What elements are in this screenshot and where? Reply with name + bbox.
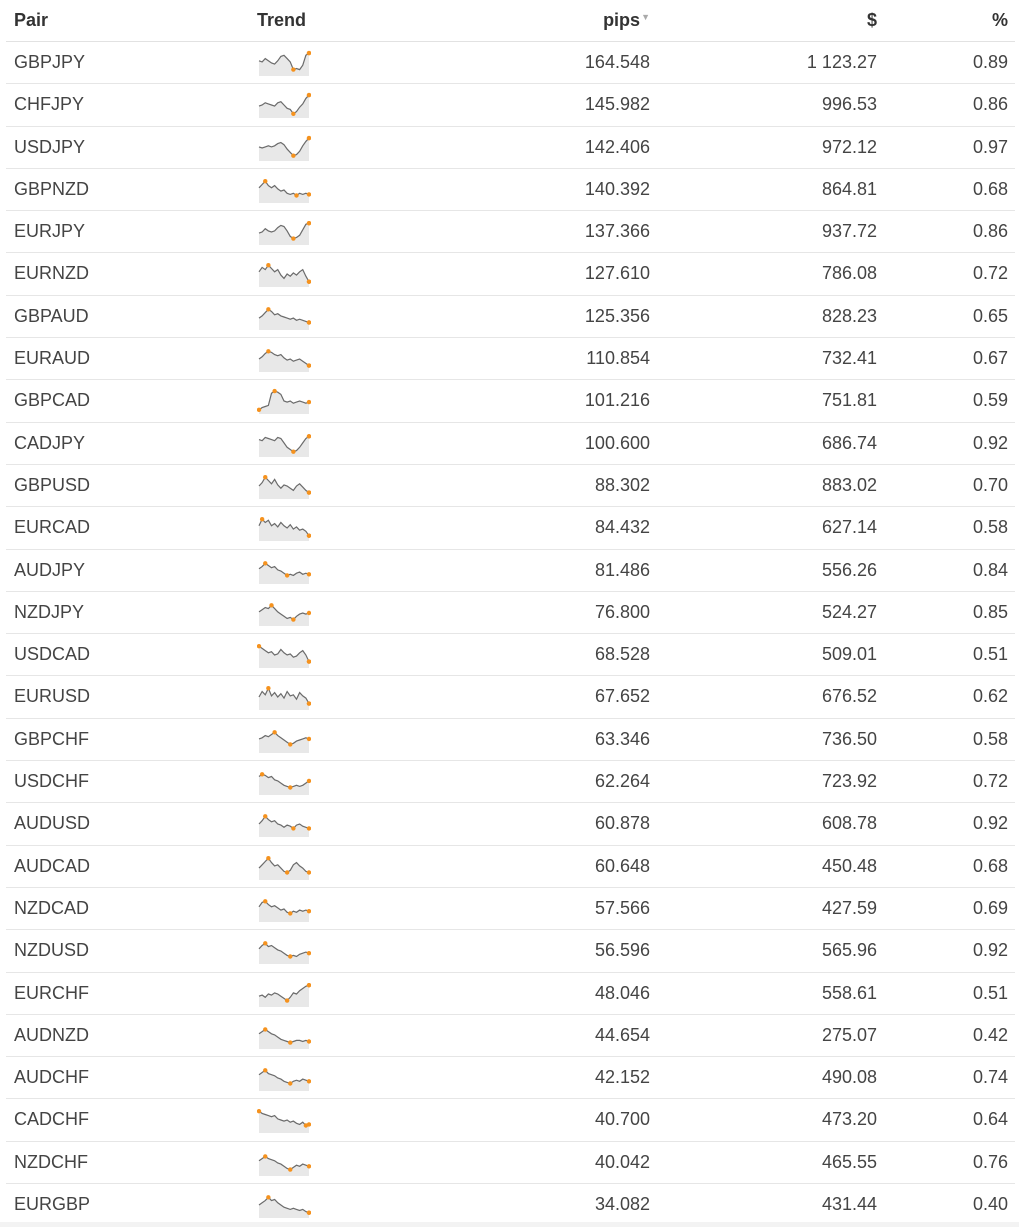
usd-cell: 786.08 bbox=[821, 263, 877, 284]
trend-sparkline bbox=[257, 854, 311, 880]
table-row[interactable] bbox=[6, 761, 1015, 803]
trend-sparkline bbox=[257, 261, 311, 287]
usd-cell: 450.48 bbox=[821, 855, 877, 876]
trend-sparkline bbox=[257, 727, 311, 753]
table-bottom-border bbox=[0, 1222, 1019, 1227]
column-header-usd[interactable]: $ bbox=[866, 10, 877, 30]
pair-cell: EURNZD bbox=[14, 263, 89, 284]
sparkline-marker bbox=[272, 730, 276, 734]
sparkline-marker bbox=[307, 363, 311, 367]
table-row[interactable] bbox=[6, 338, 1015, 380]
sparkline-marker bbox=[288, 742, 292, 746]
sparkline-svg bbox=[257, 1065, 311, 1091]
sparkline-marker bbox=[307, 51, 311, 55]
column-header-pips-label[interactable]: pips bbox=[603, 10, 641, 30]
table-row[interactable] bbox=[6, 1142, 1015, 1184]
sparkline-marker bbox=[307, 490, 311, 494]
sparkline-marker bbox=[263, 1068, 267, 1072]
trend-sparkline bbox=[257, 346, 311, 372]
trend-sparkline bbox=[257, 600, 311, 626]
sparkline-svg bbox=[257, 304, 311, 330]
usd-cell: 473.20 bbox=[821, 1109, 877, 1130]
pips-cell: 140.392 bbox=[584, 178, 650, 199]
table-row[interactable] bbox=[6, 423, 1015, 465]
usd-cell: 524.27 bbox=[821, 601, 877, 622]
trend-sparkline bbox=[257, 684, 311, 710]
pips-cell: 42.152 bbox=[594, 1067, 650, 1088]
table-row[interactable] bbox=[6, 719, 1015, 761]
usd-cell: 828.23 bbox=[821, 305, 877, 326]
pips-cell: 34.082 bbox=[594, 1194, 650, 1215]
percent-cell: 0.68 bbox=[972, 178, 1008, 199]
pips-cell: 110.854 bbox=[586, 348, 650, 369]
sparkline-svg bbox=[257, 811, 311, 837]
sparkline-area bbox=[259, 436, 309, 457]
sparkline-marker bbox=[307, 870, 311, 874]
sparkline-svg bbox=[257, 177, 311, 203]
pips-cell: 101.216 bbox=[584, 390, 650, 411]
percent-cell: 0.64 bbox=[972, 1109, 1008, 1130]
sparkline-marker bbox=[307, 951, 311, 955]
usd-cell: 883.02 bbox=[821, 474, 877, 495]
pair-cell: GBPJPY bbox=[14, 52, 86, 72]
sparkline-marker bbox=[291, 449, 295, 453]
sparkline-marker bbox=[307, 1123, 311, 1127]
percent-cell: 0.89 bbox=[972, 52, 1008, 72]
sparkline-marker bbox=[307, 611, 311, 615]
trend-sparkline bbox=[257, 1065, 311, 1091]
sparkline-svg bbox=[257, 854, 311, 880]
sparkline-svg bbox=[257, 600, 311, 626]
column-header-pips[interactable] bbox=[603, 10, 650, 31]
percent-cell: 0.72 bbox=[972, 771, 1008, 792]
pips-cell: 60.878 bbox=[594, 813, 650, 834]
usd-cell: 996.53 bbox=[821, 94, 877, 115]
pair-cell: GBPAUD bbox=[14, 305, 89, 326]
percent-cell: 0.70 bbox=[972, 474, 1008, 495]
sparkline-marker bbox=[307, 1211, 311, 1215]
usd-cell: 556.26 bbox=[821, 559, 877, 580]
sparkline-area bbox=[259, 901, 309, 922]
usd-cell: 565.96 bbox=[821, 940, 877, 961]
trend-sparkline bbox=[257, 431, 311, 457]
pips-cell: 127.610 bbox=[584, 263, 650, 284]
table-row[interactable] bbox=[6, 84, 1015, 126]
sparkline-marker bbox=[263, 1154, 267, 1158]
sparkline-marker bbox=[260, 517, 264, 521]
sparkline-marker bbox=[307, 660, 311, 664]
sparkline-marker bbox=[288, 1167, 292, 1171]
pair-cell: AUDJPY bbox=[14, 559, 86, 580]
sparkline-marker bbox=[288, 1040, 292, 1044]
pips-cell: 68.528 bbox=[594, 644, 650, 665]
pair-cell: EURGBP bbox=[14, 1194, 91, 1215]
pair-cell: GBPCHF bbox=[14, 728, 90, 749]
table-row[interactable] bbox=[6, 211, 1015, 253]
usd-cell: 937.72 bbox=[821, 221, 877, 242]
sparkline-svg bbox=[257, 135, 311, 161]
sparkline-svg bbox=[257, 642, 311, 668]
trend-sparkline bbox=[257, 769, 311, 795]
table-row[interactable] bbox=[6, 1057, 1015, 1099]
sparkline-marker bbox=[291, 237, 295, 241]
sparkline-marker bbox=[307, 1164, 311, 1168]
sparkline-marker bbox=[307, 702, 311, 706]
trend-sparkline bbox=[257, 92, 311, 118]
trend-sparkline bbox=[257, 642, 311, 668]
sparkline-svg bbox=[257, 473, 311, 499]
table-row[interactable] bbox=[6, 634, 1015, 676]
usd-cell: 723.92 bbox=[821, 771, 877, 792]
pair-cell: AUDUSD bbox=[14, 813, 91, 834]
sparkline-svg bbox=[257, 92, 311, 118]
sparkline-marker bbox=[266, 349, 270, 353]
pips-cell: 81.486 bbox=[594, 559, 650, 580]
usd-cell: 275.07 bbox=[821, 1024, 877, 1045]
usd-cell: 736.50 bbox=[821, 728, 877, 749]
sparkline-marker bbox=[260, 772, 264, 776]
percent-cell: 0.67 bbox=[972, 348, 1008, 369]
sparkline-marker bbox=[307, 827, 311, 831]
table-row[interactable] bbox=[6, 465, 1015, 507]
table-row[interactable] bbox=[6, 127, 1015, 169]
percent-cell: 0.85 bbox=[972, 601, 1008, 622]
sort-descending-icon: ▼ bbox=[641, 12, 650, 22]
sparkline-svg bbox=[257, 684, 311, 710]
percent-cell: 0.97 bbox=[972, 136, 1008, 157]
sparkline-marker bbox=[263, 899, 267, 903]
sparkline-area bbox=[259, 858, 309, 880]
sparkline-marker bbox=[266, 1195, 270, 1199]
pips-cell: 62.264 bbox=[594, 771, 650, 792]
sparkline-svg bbox=[257, 515, 311, 541]
sparkline-area bbox=[259, 181, 309, 203]
pair-cell: CHFJPY bbox=[14, 94, 85, 115]
percent-cell: 0.40 bbox=[972, 1194, 1008, 1215]
sparkline-svg bbox=[257, 896, 311, 922]
sparkline-marker bbox=[288, 1081, 292, 1085]
sparkline-marker bbox=[288, 911, 292, 915]
table-row[interactable] bbox=[6, 930, 1015, 972]
pips-cell: 57.566 bbox=[594, 897, 650, 918]
sparkline-svg bbox=[257, 346, 311, 372]
table-row[interactable] bbox=[6, 296, 1015, 338]
sparkline-marker bbox=[263, 179, 267, 183]
percent-cell: 0.92 bbox=[972, 432, 1008, 453]
sparkline-area bbox=[259, 351, 309, 372]
trend-sparkline bbox=[257, 473, 311, 499]
pair-cell: NZDCAD bbox=[14, 897, 89, 918]
sparkline-svg bbox=[257, 938, 311, 964]
percent-cell: 0.65 bbox=[972, 305, 1008, 326]
pair-cell: GBPCAD bbox=[14, 390, 91, 411]
sparkline-marker bbox=[307, 135, 311, 139]
sparkline-svg bbox=[257, 431, 311, 457]
usd-cell: 558.61 bbox=[821, 982, 877, 1003]
pair-cell: EURCAD bbox=[14, 517, 91, 538]
pair-cell: GBPUSD bbox=[14, 474, 91, 495]
percent-cell: 0.58 bbox=[972, 728, 1008, 749]
pair-cell: EURAUD bbox=[14, 348, 91, 369]
sparkline-marker bbox=[288, 955, 292, 959]
column-header-pair[interactable]: Pair bbox=[14, 10, 49, 30]
sparkline-marker bbox=[266, 686, 270, 690]
pips-cell: 125.356 bbox=[584, 305, 650, 326]
table-row[interactable] bbox=[6, 42, 1015, 84]
sparkline-svg bbox=[257, 219, 311, 245]
pips-cell: 60.648 bbox=[594, 855, 650, 876]
table-row[interactable] bbox=[6, 888, 1015, 930]
pair-cell: NZDCHF bbox=[14, 1151, 88, 1172]
sparkline-marker bbox=[307, 983, 311, 987]
percent-cell: 0.86 bbox=[972, 94, 1008, 115]
sparkline-marker bbox=[257, 408, 261, 412]
sparkline-marker bbox=[307, 909, 311, 913]
sparkline-marker bbox=[307, 1039, 311, 1043]
table-row[interactable] bbox=[6, 803, 1015, 845]
table-body bbox=[6, 42, 1015, 1226]
trend-sparkline bbox=[257, 388, 311, 414]
percent-cell: 0.92 bbox=[972, 813, 1008, 834]
sparkline-marker bbox=[307, 534, 311, 538]
trend-sparkline bbox=[257, 1150, 311, 1176]
percent-cell: 0.84 bbox=[972, 559, 1008, 580]
pair-cell: GBPNZD bbox=[14, 178, 90, 199]
sparkline-marker bbox=[307, 736, 311, 740]
sparkline-marker bbox=[307, 320, 311, 324]
usd-cell: 427.59 bbox=[821, 897, 877, 918]
pair-cell: USDCAD bbox=[14, 644, 91, 665]
trend-sparkline bbox=[257, 981, 311, 1007]
sparkline-marker bbox=[307, 434, 311, 438]
trend-sparkline bbox=[257, 50, 311, 76]
sparkline-area bbox=[259, 53, 309, 76]
sparkline-svg bbox=[257, 558, 311, 584]
pair-cell: NZDUSD bbox=[14, 940, 89, 961]
trend-sparkline bbox=[257, 1192, 311, 1218]
trend-sparkline bbox=[257, 177, 311, 203]
usd-cell: 490.08 bbox=[821, 1067, 877, 1088]
sparkline-marker bbox=[307, 280, 311, 284]
percent-cell: 0.92 bbox=[972, 940, 1008, 961]
usd-cell: 732.41 bbox=[821, 348, 877, 369]
sparkline-marker bbox=[257, 1109, 261, 1113]
pair-cell: NZDJPY bbox=[14, 601, 85, 622]
usd-cell: 864.81 bbox=[821, 178, 877, 199]
table-row[interactable] bbox=[6, 169, 1015, 211]
percent-cell: 0.69 bbox=[972, 897, 1008, 918]
pips-cell: 40.042 bbox=[594, 1151, 650, 1172]
sparkline-marker bbox=[285, 573, 289, 577]
sparkline-svg bbox=[257, 50, 311, 76]
percent-cell: 0.59 bbox=[972, 390, 1008, 411]
sparkline-marker bbox=[285, 998, 289, 1002]
sparkline-marker bbox=[307, 1079, 311, 1083]
table-row[interactable] bbox=[6, 973, 1015, 1015]
sparkline-svg bbox=[257, 981, 311, 1007]
trend-sparkline bbox=[257, 135, 311, 161]
sparkline-marker bbox=[291, 67, 295, 71]
trend-sparkline bbox=[257, 558, 311, 584]
pips-cell: 56.596 bbox=[594, 940, 650, 961]
percent-cell: 0.58 bbox=[972, 517, 1008, 538]
sparkline-marker bbox=[272, 389, 276, 393]
usd-cell: 431.44 bbox=[821, 1194, 877, 1215]
trend-sparkline bbox=[257, 1023, 311, 1049]
pair-cell: USDCHF bbox=[14, 771, 89, 792]
sparkline-marker bbox=[257, 644, 261, 648]
sparkline-marker bbox=[263, 941, 267, 945]
sparkline-area bbox=[259, 477, 309, 499]
table-row[interactable] bbox=[6, 1015, 1015, 1057]
sparkline-marker bbox=[307, 572, 311, 576]
usd-cell: 465.55 bbox=[821, 1151, 877, 1172]
usd-cell: 1 123.27 bbox=[806, 52, 877, 72]
sparkline-svg bbox=[257, 727, 311, 753]
sparkline-svg bbox=[257, 1192, 311, 1218]
sparkline-marker bbox=[263, 1027, 267, 1031]
pips-cell: 48.046 bbox=[594, 982, 650, 1003]
sparkline-area bbox=[259, 138, 309, 161]
sparkline-marker bbox=[269, 603, 273, 607]
trend-sparkline bbox=[257, 811, 311, 837]
usd-cell: 751.81 bbox=[821, 390, 877, 411]
usd-cell: 676.52 bbox=[821, 686, 877, 707]
trend-sparkline bbox=[257, 304, 311, 330]
pips-cell: 145.982 bbox=[584, 94, 650, 115]
table-row[interactable] bbox=[6, 592, 1015, 634]
sparkline-marker bbox=[291, 112, 295, 116]
pips-cell: 164.548 bbox=[584, 52, 650, 72]
sparkline-marker bbox=[291, 827, 295, 831]
usd-cell: 686.74 bbox=[821, 432, 877, 453]
sparkline-svg bbox=[257, 261, 311, 287]
column-header-trend[interactable]: Trend bbox=[257, 10, 307, 30]
usd-cell: 972.12 bbox=[821, 136, 877, 157]
pair-cell: USDJPY bbox=[14, 136, 86, 157]
usd-cell: 627.14 bbox=[821, 517, 877, 538]
table-row[interactable] bbox=[6, 676, 1015, 718]
sparkline-svg bbox=[257, 769, 311, 795]
percent-cell: 0.51 bbox=[972, 644, 1008, 665]
trend-sparkline bbox=[257, 896, 311, 922]
sparkline-marker bbox=[291, 153, 295, 157]
sparkline-marker bbox=[266, 856, 270, 860]
table-row[interactable] bbox=[6, 380, 1015, 422]
sparkline-marker bbox=[294, 193, 298, 197]
pair-cell: EURJPY bbox=[14, 221, 86, 242]
sparkline-marker bbox=[307, 93, 311, 97]
sparkline-area bbox=[259, 391, 309, 414]
pair-cell: AUDNZD bbox=[14, 1024, 89, 1045]
sparkline-svg bbox=[257, 1107, 311, 1133]
sparkline-area bbox=[259, 95, 309, 118]
sparkline-marker bbox=[263, 814, 267, 818]
pips-cell: 100.600 bbox=[584, 432, 650, 453]
sparkline-marker bbox=[307, 192, 311, 196]
sparkline-marker bbox=[285, 870, 289, 874]
sparkline-marker bbox=[263, 561, 267, 565]
sparkline-marker bbox=[288, 785, 292, 789]
table-header bbox=[6, 0, 1015, 42]
table-row[interactable] bbox=[6, 253, 1015, 295]
usd-cell: 608.78 bbox=[821, 813, 877, 834]
pair-cell: CADJPY bbox=[14, 432, 86, 453]
sparkline-marker bbox=[291, 617, 295, 621]
percent-cell: 0.86 bbox=[972, 221, 1008, 242]
pips-cell: 40.700 bbox=[594, 1109, 650, 1130]
pips-cell: 67.652 bbox=[594, 686, 650, 707]
percent-cell: 0.74 bbox=[972, 1067, 1008, 1088]
sparkline-svg bbox=[257, 1023, 311, 1049]
trend-sparkline bbox=[257, 938, 311, 964]
sparkline-marker bbox=[266, 263, 270, 267]
trend-sparkline bbox=[257, 515, 311, 541]
percent-cell: 0.72 bbox=[972, 263, 1008, 284]
pair-cell: AUDCAD bbox=[14, 855, 91, 876]
sparkline-area bbox=[259, 646, 309, 668]
table-row[interactable] bbox=[6, 846, 1015, 888]
percent-cell: 0.62 bbox=[972, 686, 1008, 707]
sparkline-marker bbox=[307, 400, 311, 404]
table-row[interactable] bbox=[6, 1099, 1015, 1141]
table-row[interactable] bbox=[6, 507, 1015, 549]
sparkline-svg bbox=[257, 388, 311, 414]
table-row[interactable] bbox=[6, 1184, 1015, 1226]
table-row[interactable] bbox=[6, 550, 1015, 592]
pips-cell: 44.654 bbox=[594, 1024, 650, 1045]
pips-cell: 63.346 bbox=[594, 728, 650, 749]
usd-cell: 509.01 bbox=[821, 644, 877, 665]
pair-cell: EURUSD bbox=[14, 686, 91, 707]
pair-cell: AUDCHF bbox=[14, 1067, 89, 1088]
sparkline-marker bbox=[266, 307, 270, 311]
pairs-table bbox=[6, 0, 1015, 1226]
percent-cell: 0.51 bbox=[972, 982, 1008, 1003]
sparkline-marker bbox=[307, 221, 311, 225]
pair-cell: CADCHF bbox=[14, 1109, 89, 1130]
sparkline-area bbox=[259, 1029, 309, 1049]
column-header-percent[interactable]: % bbox=[991, 10, 1008, 30]
percent-cell: 0.68 bbox=[972, 855, 1008, 876]
sparkline-marker bbox=[307, 779, 311, 783]
percent-cell: 0.76 bbox=[972, 1151, 1008, 1172]
pair-cell: EURCHF bbox=[14, 982, 89, 1003]
percent-cell: 0.42 bbox=[972, 1024, 1008, 1045]
pips-cell: 84.432 bbox=[594, 517, 650, 538]
pips-cell: 137.366 bbox=[584, 221, 650, 242]
pips-cell: 88.302 bbox=[594, 474, 650, 495]
trend-sparkline bbox=[257, 219, 311, 245]
pips-cell: 142.406 bbox=[584, 136, 650, 157]
trend-sparkline bbox=[257, 1107, 311, 1133]
pips-cell: 76.800 bbox=[594, 601, 650, 622]
sparkline-svg bbox=[257, 1150, 311, 1176]
sparkline-marker bbox=[263, 475, 267, 479]
